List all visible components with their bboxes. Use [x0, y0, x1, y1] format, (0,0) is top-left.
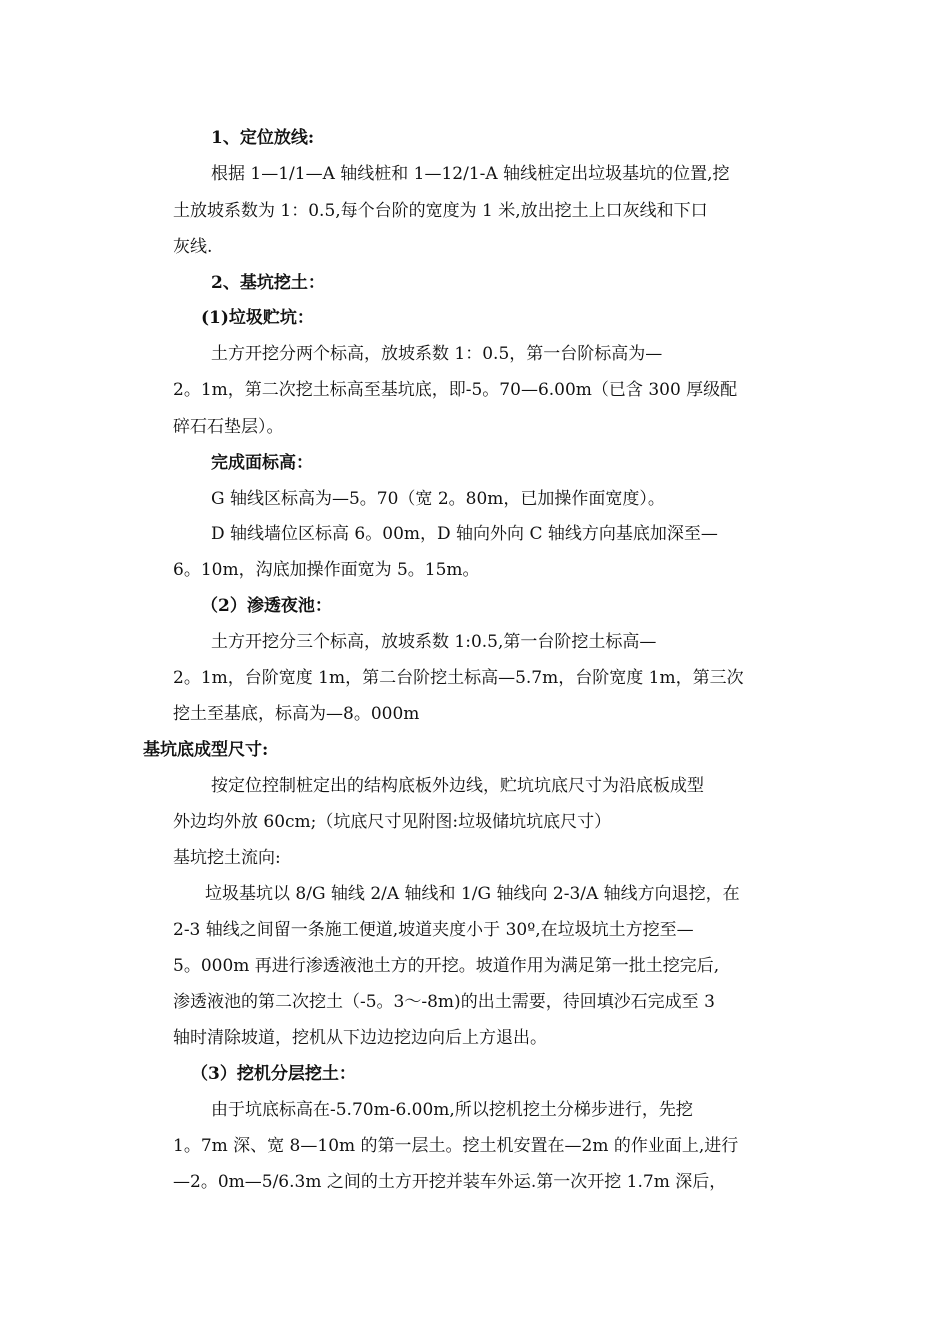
heading-pit-bottom-size: 基坑底成型尺寸:	[143, 740, 269, 760]
paragraph-line: 由于坑底标高在-5.70m-6.00m,所以挖机挖土分梯步进行，先挖	[211, 1100, 693, 1120]
paragraph-line: G 轴线区标高为—5。70（宽 2。80m，已加操作面宽度）。	[211, 489, 665, 509]
subheading-finished-elevation: 完成面标高：	[211, 453, 313, 473]
paragraph-line: 土放坡系数为 1：0.5,每个台阶的宽度为 1 米,放出挖土上口灰线和下口	[173, 201, 708, 221]
paragraph-line: 2。1m，第二次挖土标高至基坑底，即-5。70—6.00m（已含 300 厚级配	[173, 380, 738, 400]
heading-pit-excavation: 2、基坑挖土：	[211, 273, 325, 293]
paragraph-line: 根据 1—1/1—A 轴线桩和 1—12/1-A 轴线桩定出垃圾基坑的位置,挖	[211, 164, 730, 184]
paragraph-line: 土方开挖分两个标高，放坡系数 1：0.5，第一台阶标高为—	[211, 344, 663, 364]
subheading-leachate-pool: （2）渗透夜池：	[201, 596, 332, 616]
paragraph-line: 灰线.	[173, 237, 213, 257]
paragraph-line: 垃圾基坑以 8/G 轴线 2/A 轴线和 1/G 轴线向 2-3/A 轴线方向退挖，在	[205, 884, 740, 904]
paragraph-line: 外边均外放 60cm;（坑底尺寸见附图:垃圾储坑坑底尺寸）	[173, 812, 612, 832]
paragraph-line: 5。000m 再进行渗透液池土方的开挖。坡道作用为满足第一批土挖完后,	[173, 956, 720, 976]
paragraph-line: 1。7m 深、宽 8—10m 的第一层土。挖土机安置在—2m 的作业面上,进行	[173, 1136, 739, 1156]
paragraph-line: 土方开挖分三个标高，放坡系数 1:0.5,第一台阶挖土标高—	[211, 632, 657, 652]
paragraph-line: 碎石石垫层）。	[173, 417, 284, 437]
paragraph-line: 轴时清除坡道，挖机从下边边挖边向后上方退出。	[173, 1028, 547, 1048]
subheading-garbage-pit: (1)垃圾贮坑：	[201, 308, 314, 328]
heading-positioning-layout: 1、定位放线:	[211, 128, 315, 148]
paragraph-line: 渗透液池的第二次挖土（-5。3～-8m)的出土需要，待回填沙石完成至 3	[173, 992, 715, 1012]
paragraph-line: 2。1m，台阶宽度 1m，第二台阶挖土标高—5.7m，台阶宽度 1m，第三次	[173, 668, 744, 688]
paragraph-line: 2-3 轴线之间留一条施工便道,坡道夹度小于 30º,在垃圾坑土方挖至—	[173, 920, 694, 940]
paragraph-line: 挖土至基底，标高为—8。000m	[173, 704, 420, 724]
paragraph-line: D 轴线墙位区标高 6。00m，D 轴向外向 C 轴线方向基底加深至—	[211, 524, 718, 544]
subheading-layered-excavation: （3）挖机分层挖土：	[191, 1064, 356, 1084]
paragraph-line: 6。10m，沟底加操作面宽为 5。15m。	[173, 560, 480, 580]
subheading-excavation-direction: 基坑挖土流向:	[173, 848, 281, 868]
paragraph-line: 按定位控制桩定出的结构底板外边线，贮坑坑底尺寸为沿底板成型	[211, 776, 704, 796]
paragraph-line: —2。0m—5/6.3m 之间的土方开挖并装车外运.第一次开挖 1.7m 深后，	[173, 1172, 727, 1192]
